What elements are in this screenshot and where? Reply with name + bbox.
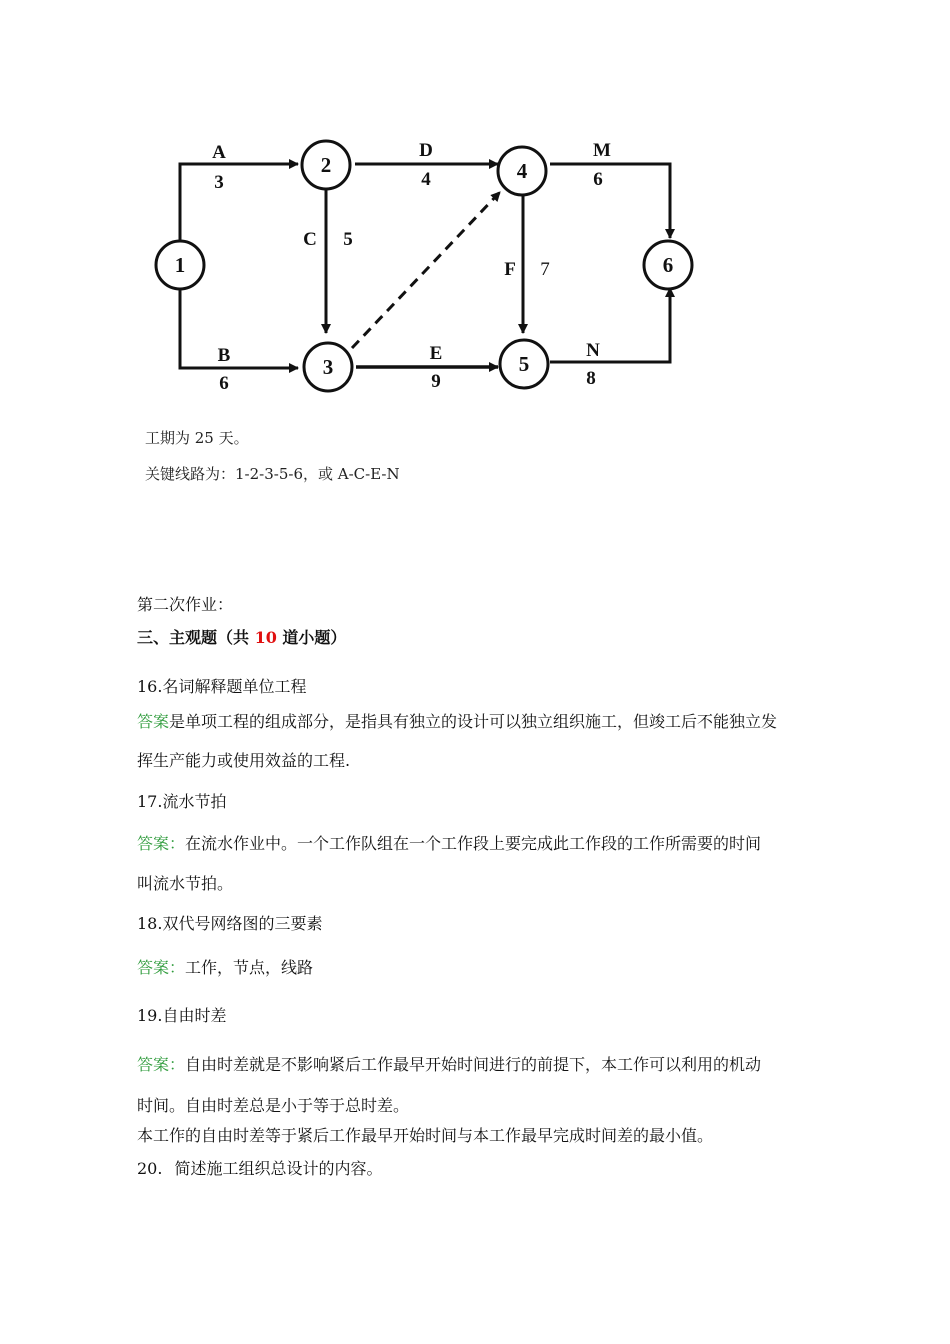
answer-text: 自由时差就是不影响紧后工作最早开始时间进行的前提下，本工作可以利用的机动 <box>185 1055 762 1074</box>
answer-text: 工作，节点，线路 <box>185 958 314 977</box>
question-count: 10 <box>254 628 277 647</box>
answer-text: 在流水作业中。一个工作队组在一个工作段上要完成此工作段的工作所需要的时间 <box>185 834 762 853</box>
question-title: 双代号网络图的三要素 <box>162 914 323 933</box>
node-1 <box>156 241 204 289</box>
network-diagram <box>140 130 720 400</box>
answer-16-line-1 <box>137 709 777 732</box>
question-20 <box>137 1156 382 1179</box>
svg-text:3: 3 <box>322 355 334 379</box>
label-A-duration: 3 <box>214 172 224 193</box>
question-title: 流水节拍 <box>162 792 227 811</box>
edge-N <box>550 288 670 362</box>
node-2 <box>302 141 350 189</box>
edge-A <box>180 164 298 242</box>
question-number: 18. <box>137 914 163 933</box>
label-M: M <box>593 140 611 161</box>
label-M-duration: 6 <box>593 169 603 190</box>
label-E: E <box>429 343 443 364</box>
node-3 <box>304 343 352 391</box>
edge-M <box>550 164 670 238</box>
critical-path-note: 关键线路为：1-2-3-5-6，或 A-C-E-N <box>145 465 400 483</box>
label-N-duration: 8 <box>586 368 596 389</box>
answer-19-line-2: 时间。自由时差总是小于等于总时差。 <box>137 1096 410 1115</box>
node-6 <box>644 241 692 289</box>
label-C: C <box>303 229 317 250</box>
question-title: 名词解释题单位工程 <box>162 677 307 696</box>
label-A: A <box>212 142 226 163</box>
question-number: 17. <box>137 792 163 811</box>
svg-text:2: 2 <box>320 153 332 177</box>
label-F: F <box>504 259 516 280</box>
answer-17-line-1 <box>137 831 761 854</box>
label-D-duration: 4 <box>421 169 431 190</box>
label-D: D <box>419 140 433 161</box>
answer-label: 答案 <box>137 712 170 731</box>
section-heading <box>137 625 346 648</box>
question-title: 简述施工组织总设计的内容。 <box>174 1159 383 1178</box>
label-B: B <box>217 345 231 366</box>
label-C-duration: 5 <box>343 229 353 250</box>
node-5 <box>500 340 548 388</box>
svg-text:4: 4 <box>516 159 528 183</box>
label-B-duration: 6 <box>219 373 229 394</box>
assignment-title: 第二次作业： <box>137 595 234 614</box>
question-17 <box>137 789 226 812</box>
section-heading-post: 道小题） <box>276 628 347 647</box>
label-F-duration: 7 <box>540 259 550 280</box>
question-19 <box>137 1003 226 1026</box>
label-N: N <box>586 340 600 361</box>
answer-19-line-3: 本工作的自由时差等于紧后工作最早开始时间与本工作最早完成时间差的最小值。 <box>137 1126 714 1145</box>
node-4 <box>498 147 546 195</box>
question-number: 20. <box>137 1159 163 1178</box>
question-title: 自由时差 <box>162 1006 227 1025</box>
answer-label: 答案： <box>137 958 186 977</box>
edge-dummy <box>352 192 500 348</box>
answer-18-line-1 <box>137 955 313 978</box>
answer-17-line-2: 叫流水节拍。 <box>137 874 234 893</box>
svg-text:5: 5 <box>518 352 530 376</box>
edge-B <box>180 288 298 368</box>
section-heading-pre: 三、主观题（共 <box>137 628 255 647</box>
duration-note: 工期为 25 天。 <box>145 429 249 447</box>
svg-text:6: 6 <box>662 253 674 277</box>
answer-label: 答案： <box>137 834 186 853</box>
question-number: 19. <box>137 1006 163 1025</box>
answer-label: 答案： <box>137 1055 186 1074</box>
question-number: 16. <box>137 677 163 696</box>
answer-16-line-2: 挥生产能力或使用效益的工程. <box>137 751 351 770</box>
svg-text:1: 1 <box>174 253 186 277</box>
question-16 <box>137 674 306 697</box>
question-18 <box>137 911 322 934</box>
answer-text: 是单项工程的组成部分，是指具有独立的设计可以独立组织施工，但竣工后不能独立发 <box>169 712 778 731</box>
label-E-duration: 9 <box>431 371 441 392</box>
answer-19-line-1 <box>137 1052 761 1075</box>
